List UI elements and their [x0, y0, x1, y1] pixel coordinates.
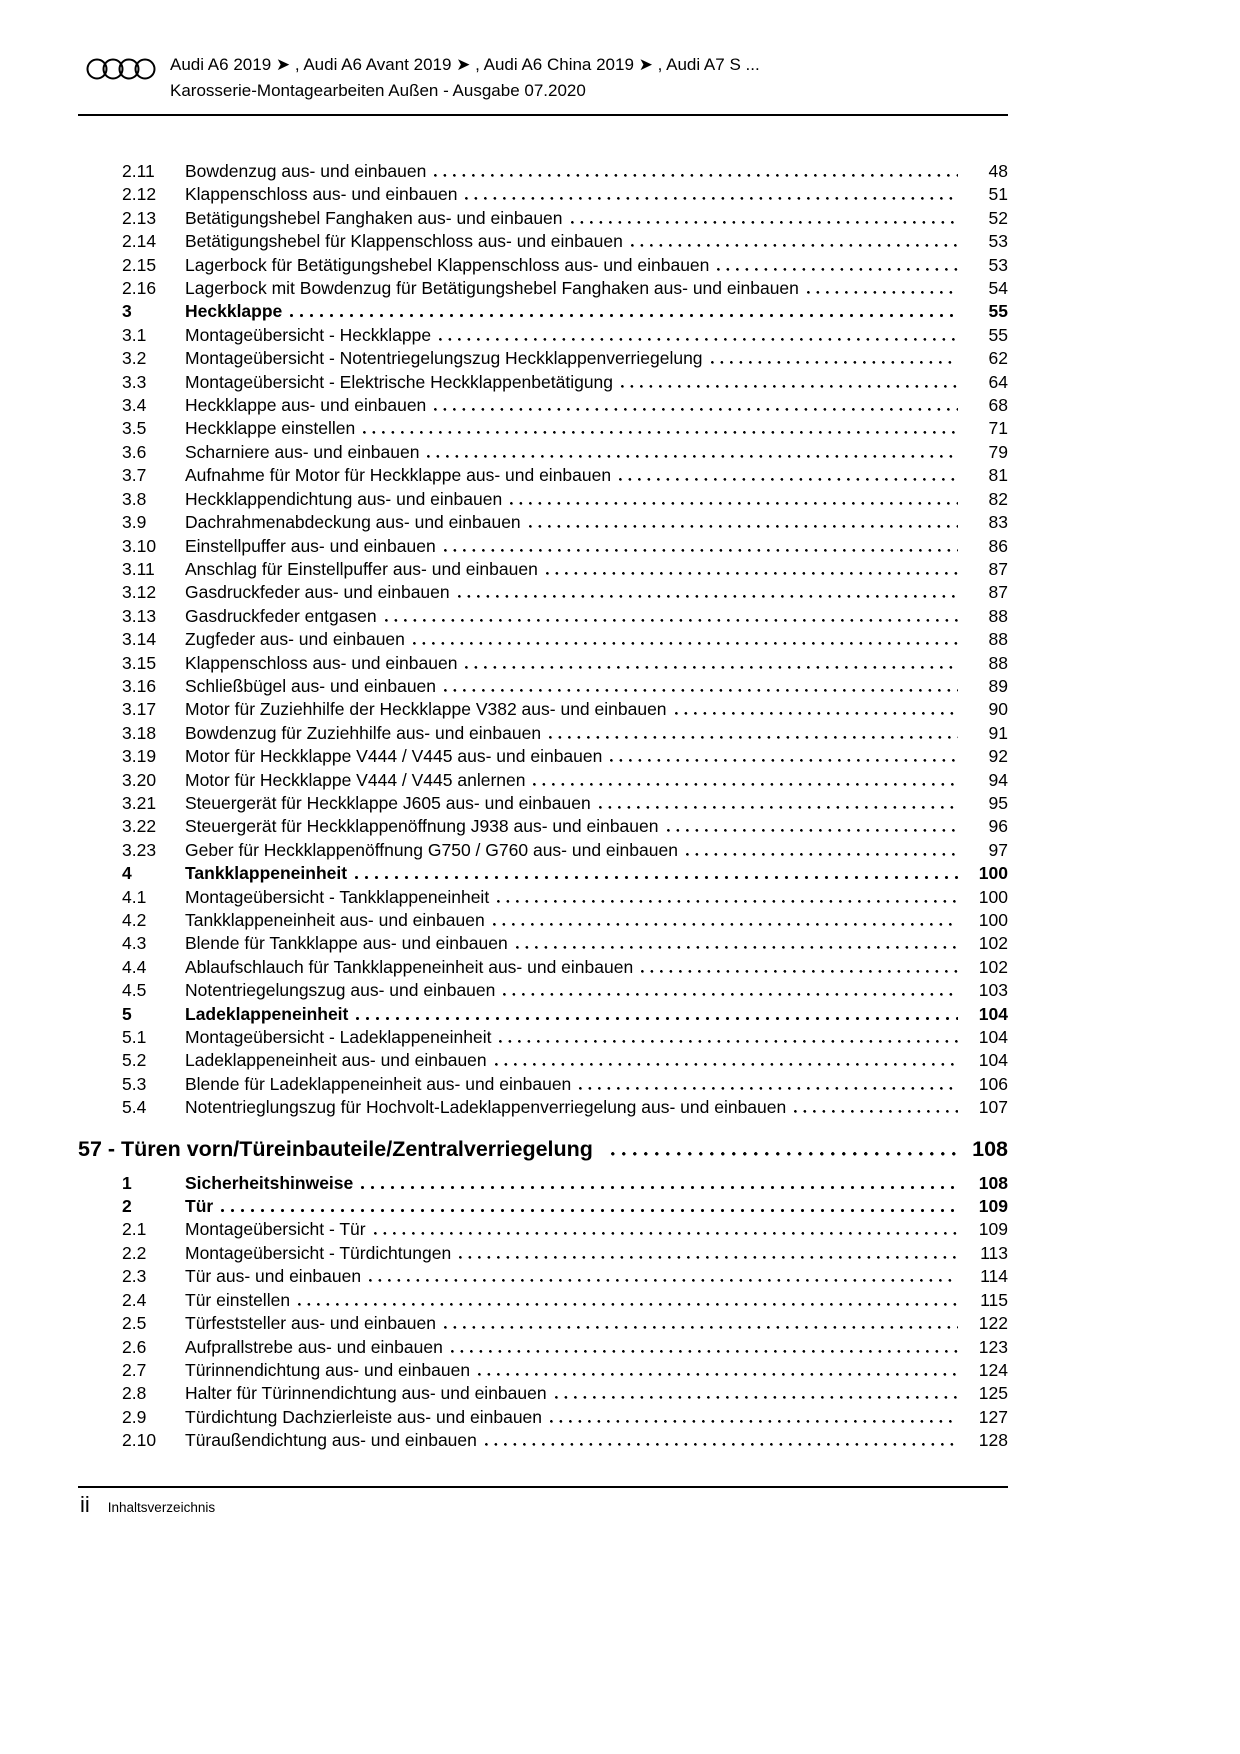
toc-entry [78, 1218, 1008, 1241]
toc-entry-page: 109 [978, 1196, 1008, 1217]
toc-entry [78, 464, 1008, 487]
toc-entry [78, 371, 1008, 394]
toc-entry-number: 3.3 [122, 371, 147, 392]
page-footer [78, 1486, 1008, 1518]
toc-entry-number: 3.4 [122, 395, 147, 416]
toc-entry-number: 2.14 [122, 231, 157, 252]
toc-entry-page: 122 [978, 1313, 1008, 1334]
footer-page-number: ii [80, 1492, 90, 1517]
dotted-leader [497, 900, 958, 903]
toc-entry-title: Montageübersicht - Tankklappeneinheit [185, 886, 490, 907]
toc-entry-number: 2.8 [122, 1383, 147, 1404]
toc-entry-title: Scharniere aus- und einbauen [185, 441, 420, 462]
dotted-leader [555, 1396, 958, 1399]
toc-entry-title: Notentrieglungszug für Hochvolt-Ladeklappenverriegelung aus- und einbauen [185, 1097, 787, 1118]
toc-entry-number: 2.3 [122, 1266, 147, 1287]
toc-entry-number: 3.2 [122, 348, 147, 369]
toc-entry-title: Tür einstellen [185, 1289, 291, 1310]
toc-entry-page: 94 [988, 769, 1008, 790]
toc-entry-page: 83 [988, 512, 1008, 533]
dotted-leader [546, 572, 958, 575]
toc-entry-number: 3.12 [122, 582, 157, 603]
toc-entry-number: 3.6 [122, 441, 147, 462]
toc-entry [78, 722, 1008, 745]
dotted-leader [485, 1443, 958, 1446]
toc-entry [78, 956, 1008, 979]
toc-entry-title: Bowdenzug aus- und einbauen [185, 161, 427, 181]
toc-entry [78, 792, 1008, 815]
toc-entry-number: 2.11 [122, 161, 155, 181]
toc-entry-number: 3.21 [122, 792, 157, 813]
toc-entry-number: 3.20 [122, 769, 157, 790]
toc-entry-page: 86 [988, 535, 1008, 556]
toc-entry-number: 2.2 [122, 1242, 147, 1263]
toc-entry-number: 4 [122, 863, 132, 884]
toc-entry-title: Gasdruckfeder entgasen [185, 605, 377, 626]
toc-entry [78, 581, 1008, 604]
toc-entry-page: 100 [978, 886, 1008, 907]
dotted-leader [641, 970, 958, 973]
toc-entry-number: 3.13 [122, 605, 157, 626]
toc-entry-number: 3.17 [122, 699, 157, 720]
toc-entry-page: 53 [988, 254, 1008, 275]
toc-entry-title: Türdichtung Dachzierleiste aus- und einbauen [185, 1406, 543, 1427]
toc-entry-title: Lagerbock für Betätigungshebel Klappenschloss aus- und einbauen [185, 254, 710, 275]
toc-entry-number: 3.9 [122, 512, 147, 533]
toc-entry [78, 1429, 1008, 1452]
dotted-leader [444, 689, 958, 692]
footer-rule [78, 1486, 1008, 1488]
toc-entry [78, 605, 1008, 628]
toc-entry-page: 87 [988, 582, 1008, 603]
toc-entry-title: Einstellpuffer aus- und einbauen [185, 535, 436, 556]
dotted-leader [374, 1232, 958, 1235]
toc-entry-number: 4.4 [122, 956, 147, 977]
toc-entry-title: Schließbügel aus- und einbauen [185, 675, 437, 696]
toc-entry-title: Montageübersicht - Tür [185, 1219, 366, 1240]
toc-entry-title: Montageübersicht - Türdichtungen [185, 1242, 452, 1263]
toc-entry [78, 652, 1008, 675]
toc-entry-title: Heckklappe [185, 301, 283, 322]
toc-entry-page: 125 [978, 1383, 1008, 1404]
toc-entry-title: Klappenschloss aus- und einbauen [185, 184, 458, 205]
dotted-leader [794, 1110, 958, 1113]
toc-entry-page: 128 [978, 1430, 1008, 1451]
dotted-leader [686, 853, 958, 856]
toc-entry-title: Blende für Ladeklappeneinheit aus- und einbauen [185, 1073, 572, 1094]
toc-entry-number: 3.23 [122, 839, 157, 860]
toc-entry-title: Tür [185, 1196, 214, 1217]
dotted-leader [355, 876, 958, 879]
toc-entry [78, 1406, 1008, 1429]
dotted-leader [533, 783, 958, 786]
toc-entry [78, 1359, 1008, 1382]
toc-entry [78, 441, 1008, 464]
dotted-leader [495, 1063, 958, 1066]
toc-entry-page: 68 [988, 395, 1008, 416]
toc-entry-page: 91 [988, 722, 1008, 743]
toc-entry-page: 52 [988, 207, 1008, 228]
toc-entry-title: Klappenschloss aus- und einbauen [185, 652, 458, 673]
toc-entry [78, 347, 1008, 370]
toc-entry-page: 90 [988, 699, 1008, 720]
toc-entry-page: 123 [978, 1336, 1008, 1357]
toc-entry-number: 4.1 [122, 886, 147, 907]
toc-entry-number: 4.3 [122, 933, 147, 954]
dotted-leader [458, 595, 958, 598]
toc-entry [78, 886, 1008, 909]
toc-entry [78, 230, 1008, 253]
toc-entry-number: 5.4 [122, 1097, 147, 1118]
toc-entry [78, 488, 1008, 511]
toc-entry-number: 1 [122, 1172, 132, 1193]
toc-entry-number: 3.15 [122, 652, 157, 673]
toc-entry-title: Dachrahmenabdeckung aus- und einbauen [185, 512, 521, 533]
table-of-contents [78, 160, 1008, 1453]
toc-entry-page: 102 [978, 933, 1008, 954]
toc-entry-title: Motor für Zuziehhilfe der Heckklappe V382 aus- und einbauen [185, 699, 667, 720]
toc-entry-title: Steuergerät für Heckklappe J605 aus- und einbauen [185, 792, 591, 813]
toc-entry-number: 2.9 [122, 1406, 147, 1427]
toc-entry-number: 5.2 [122, 1050, 147, 1071]
toc-entry-title: Türaußendichtung aus- und einbauen [185, 1430, 477, 1451]
toc-entry-number: 2.5 [122, 1313, 147, 1334]
toc-entry-number: 3 [122, 301, 132, 322]
dotted-leader [465, 197, 958, 200]
toc-entry-title: Bowdenzug für Zuziehhilfe aus- und einbauen [185, 722, 542, 743]
dotted-leader [529, 525, 958, 528]
toc-entry [78, 324, 1008, 347]
toc-entry-page: 104 [978, 1050, 1008, 1071]
page-header [78, 52, 1008, 116]
toc-entry-page: 115 [980, 1289, 1008, 1310]
dotted-leader [503, 993, 958, 996]
toc-entry-page: 81 [988, 465, 1008, 486]
toc-entry-page: 95 [988, 792, 1008, 813]
dotted-leader [478, 1373, 958, 1376]
toc-entry-page: 100 [978, 910, 1008, 930]
toc-entry [78, 417, 1008, 440]
toc-entry-title: Türfeststeller aus- und einbauen [185, 1313, 436, 1334]
toc-entry-page: 48 [988, 161, 1008, 181]
toc-entry-number: 2.7 [122, 1359, 147, 1380]
toc-entry-title: Halter für Türinnendichtung aus- und einbauen [185, 1383, 547, 1404]
toc-entry [78, 1096, 1008, 1119]
toc-entry-page: 64 [988, 371, 1008, 392]
toc-entry-title: Aufprallstrebe aus- und einbauen [185, 1336, 443, 1357]
toc-entry-number: 2.13 [122, 207, 157, 228]
dotted-leader [221, 1209, 958, 1212]
toc-entry-number: 3.19 [122, 746, 157, 767]
toc-entry [78, 698, 1008, 721]
toc-entry-title: Geber für Heckklappenöffnung G750 / G760 aus- und einbauen [185, 839, 678, 860]
toc-entry [78, 1003, 1008, 1026]
dotted-leader [385, 619, 958, 622]
footer-section-label: Inhaltsverzeichnis [107, 1500, 216, 1515]
toc-entry-title: Tür aus- und einbauen [185, 1266, 362, 1287]
toc-entry [78, 183, 1008, 206]
toc-entry [78, 932, 1008, 955]
toc-entry [78, 1312, 1008, 1335]
toc-entry [78, 1242, 1008, 1265]
toc-entry-number: 3.1 [122, 324, 147, 345]
toc-entry-number: 4.2 [122, 910, 147, 930]
audi-logo [86, 52, 156, 87]
toc-entry [78, 254, 1008, 277]
dotted-leader [807, 291, 958, 294]
toc-entry-title: Türinnendichtung aus- und einbauen [185, 1359, 471, 1380]
toc-entry-number: 2 [122, 1196, 132, 1217]
toc-entry-number: 5.1 [122, 1027, 147, 1048]
toc-entry [78, 394, 1008, 417]
toc-entry-title: Sicherheitshinweise [185, 1172, 354, 1193]
dotted-leader [499, 1040, 958, 1043]
toc-entry-page: 79 [988, 441, 1008, 462]
toc-entry [78, 909, 1008, 932]
toc-entry [78, 769, 1008, 792]
toc-entry-title: Gasdruckfeder aus- und einbauen [185, 582, 450, 603]
toc-entry-number: 2.12 [122, 184, 157, 205]
dotted-leader [427, 455, 958, 458]
toc-entry-number: 3.10 [122, 535, 157, 556]
toc-entry [78, 979, 1008, 1002]
toc-entry-title: Montageübersicht - Notentriegelungszug Heckklappenverriegelung [185, 348, 703, 369]
dotted-leader [571, 221, 958, 224]
dotted-leader [579, 1087, 958, 1090]
dotted-leader [675, 712, 958, 715]
toc-entry-number: 3.18 [122, 722, 157, 743]
toc-entry-page: 124 [978, 1359, 1008, 1380]
toc-entry [78, 862, 1008, 885]
toc-entry-page: 51 [988, 184, 1008, 205]
toc-entry [78, 1026, 1008, 1049]
toc-entry-page: 89 [988, 675, 1008, 696]
toc-entry [78, 1336, 1008, 1359]
toc-entry-page: 104 [978, 1027, 1008, 1048]
toc-entry-page: 71 [988, 418, 1008, 439]
toc-entry-page: 100 [978, 863, 1008, 884]
toc-entry-page: 109 [978, 1219, 1008, 1240]
toc-entry-title: Zugfeder aus- und einbauen [185, 629, 405, 650]
toc-entry-title: Ablaufschlauch für Tankklappeneinheit aus- und einbauen [185, 956, 634, 977]
toc-entry-page: 55 [988, 301, 1008, 322]
toc-entry-title: Betätigungshebel Fanghaken aus- und einbauen [185, 207, 563, 228]
dotted-leader [610, 759, 958, 762]
dotted-leader [290, 314, 958, 317]
dotted-leader [434, 408, 958, 411]
toc-entry-number: 3.11 [122, 558, 155, 579]
toc-entry-title: Steuergerät für Heckklappenöffnung J938 aus- und einbauen [185, 816, 659, 837]
dotted-leader [413, 642, 958, 645]
dotted-leader [439, 338, 958, 341]
toc-entry [78, 839, 1008, 862]
toc-entry-page: 54 [988, 278, 1008, 299]
dotted-leader [711, 361, 958, 364]
toc-entry-title: Tankklappeneinheit [185, 863, 348, 884]
dotted-leader [631, 244, 958, 247]
header-models: Audi A6 2019 ➤ , Audi A6 Avant 2019 ➤ , Audi A6 China 2019 ➤ , Audi A7 S ... [170, 55, 760, 74]
toc-entry-number: 3.7 [122, 465, 147, 486]
toc-entry-page: 88 [988, 605, 1008, 626]
dotted-leader [611, 1152, 958, 1156]
toc-entry [78, 1382, 1008, 1405]
toc-entry-number: 4.5 [122, 980, 147, 1001]
dotted-leader [667, 829, 959, 832]
toc-entry-page: 96 [988, 816, 1008, 837]
toc-entry-number: 2.1 [122, 1219, 147, 1240]
dotted-leader [550, 1420, 958, 1423]
toc-entry [78, 1049, 1008, 1072]
toc-entry [78, 511, 1008, 534]
toc-entry-title: 57 - Türen vorn/Türeinbauteile/Zentralverriegelung [78, 1136, 593, 1161]
dotted-leader [361, 1186, 958, 1189]
toc-entry-title: Montageübersicht - Ladeklappeneinheit [185, 1027, 492, 1048]
dotted-leader [717, 268, 958, 271]
header-edition: Karosserie-Montagearbeiten Außen - Ausgabe 07.2020 [170, 81, 586, 100]
dotted-leader [451, 1350, 958, 1353]
dotted-leader [444, 549, 958, 552]
toc-entry-title: Heckklappe einstellen [185, 418, 356, 439]
toc-entry-title: Montageübersicht - Elektrische Heckklappenbetätigung [185, 371, 614, 392]
toc-entry-title: Notentriegelungszug aus- und einbauen [185, 980, 496, 1001]
toc-entry-number: 2.6 [122, 1336, 147, 1357]
toc-entry-number: 2.10 [122, 1430, 157, 1451]
toc-entry-title: Heckklappendichtung aus- und einbauen [185, 488, 503, 509]
dotted-leader [459, 1256, 958, 1259]
toc-entry-title: Aufnahme für Motor für Heckklappe aus- und einbauen [185, 465, 612, 486]
toc-entry [78, 207, 1008, 230]
toc-entry-page: 107 [978, 1097, 1008, 1118]
toc-entry [78, 300, 1008, 323]
toc-entry-page: 92 [988, 746, 1008, 767]
dotted-leader [516, 946, 958, 949]
toc-entry-page: 113 [980, 1242, 1008, 1263]
dotted-leader [434, 174, 958, 177]
toc-entry [78, 1134, 1008, 1164]
dotted-leader [465, 666, 958, 669]
dotted-leader [599, 806, 958, 809]
dotted-leader [549, 736, 958, 739]
toc-entry-number: 2.15 [122, 254, 157, 275]
toc-entry-title: Heckklappe aus- und einbauen [185, 395, 427, 416]
toc-entry [78, 160, 1008, 183]
dotted-leader [493, 923, 958, 926]
toc-entry [78, 745, 1008, 768]
dotted-leader [369, 1279, 958, 1282]
toc-entry [78, 628, 1008, 651]
dotted-leader [356, 1017, 958, 1020]
toc-entry [78, 1073, 1008, 1096]
toc-entry-title: Blende für Tankklappe aus- und einbauen [185, 933, 508, 954]
toc-entry-page: 82 [988, 488, 1008, 509]
toc-entry [78, 1289, 1008, 1312]
toc-entry-page: 103 [978, 980, 1008, 1001]
dotted-leader [621, 385, 958, 388]
header-rule [78, 114, 1008, 116]
toc-entry-title: Ladeklappeneinheit [185, 1003, 349, 1024]
toc-entry-number: 5.3 [122, 1073, 147, 1094]
toc-entry [78, 277, 1008, 300]
toc-entry-title: Montageübersicht - Heckklappe [185, 324, 432, 345]
toc-entry-title: Tankklappeneinheit aus- und einbauen [185, 910, 485, 930]
toc-entry-title: Lagerbock mit Bowdenzug für Betätigungshebel Fanghaken aus- und einbauen [185, 278, 799, 299]
dotted-leader [298, 1303, 958, 1306]
toc-entry [78, 535, 1008, 558]
toc-entry-page: 108 [978, 1172, 1008, 1193]
toc-entry-number: 2.4 [122, 1289, 147, 1310]
toc-entry-number: 5 [122, 1003, 132, 1024]
toc-entry-number: 3.16 [122, 675, 157, 696]
toc-entry-page: 108 [972, 1136, 1008, 1161]
toc-entry-page: 87 [988, 558, 1008, 579]
toc-entry [78, 1265, 1008, 1288]
dotted-leader [619, 478, 958, 481]
toc-entry [78, 1195, 1008, 1218]
toc-entry-number: 3.14 [122, 629, 157, 650]
toc-entry-title: Motor für Heckklappe V444 / V445 aus- und einbauen [185, 746, 603, 767]
toc-entry-number: 3.5 [122, 418, 147, 439]
toc-entry-page: 88 [988, 652, 1008, 673]
toc-entry-title: Anschlag für Einstellpuffer aus- und einbauen [185, 558, 538, 579]
toc-entry-page: 114 [980, 1266, 1008, 1287]
toc-entry-page: 127 [978, 1406, 1008, 1427]
toc-entry-page: 102 [978, 956, 1008, 977]
toc-entry-title: Motor für Heckklappe V444 / V445 anlernen [185, 769, 526, 790]
toc-entry-page: 53 [988, 231, 1008, 252]
toc-entry-page: 88 [988, 629, 1008, 650]
toc-entry [78, 815, 1008, 838]
toc-entry-page: 104 [978, 1003, 1008, 1024]
toc-entry [78, 1172, 1008, 1195]
dotted-leader [363, 431, 958, 434]
toc-entry-page: 97 [988, 839, 1008, 860]
toc-entry-number: 2.16 [122, 278, 157, 299]
dotted-leader [444, 1326, 958, 1329]
toc-entry-number: 3.8 [122, 488, 147, 509]
toc-entry-number: 3.22 [122, 816, 157, 837]
toc-entry-title: Betätigungshebel für Klappenschloss aus- und einbauen [185, 231, 623, 252]
toc-entry [78, 558, 1008, 581]
toc-entry-page: 106 [978, 1073, 1008, 1094]
toc-entry [78, 675, 1008, 698]
toc-entry-page: 55 [988, 324, 1008, 345]
dotted-leader [510, 502, 958, 505]
toc-entry-title: Ladeklappeneinheit aus- und einbauen [185, 1050, 487, 1071]
toc-entry-page: 62 [988, 348, 1008, 369]
